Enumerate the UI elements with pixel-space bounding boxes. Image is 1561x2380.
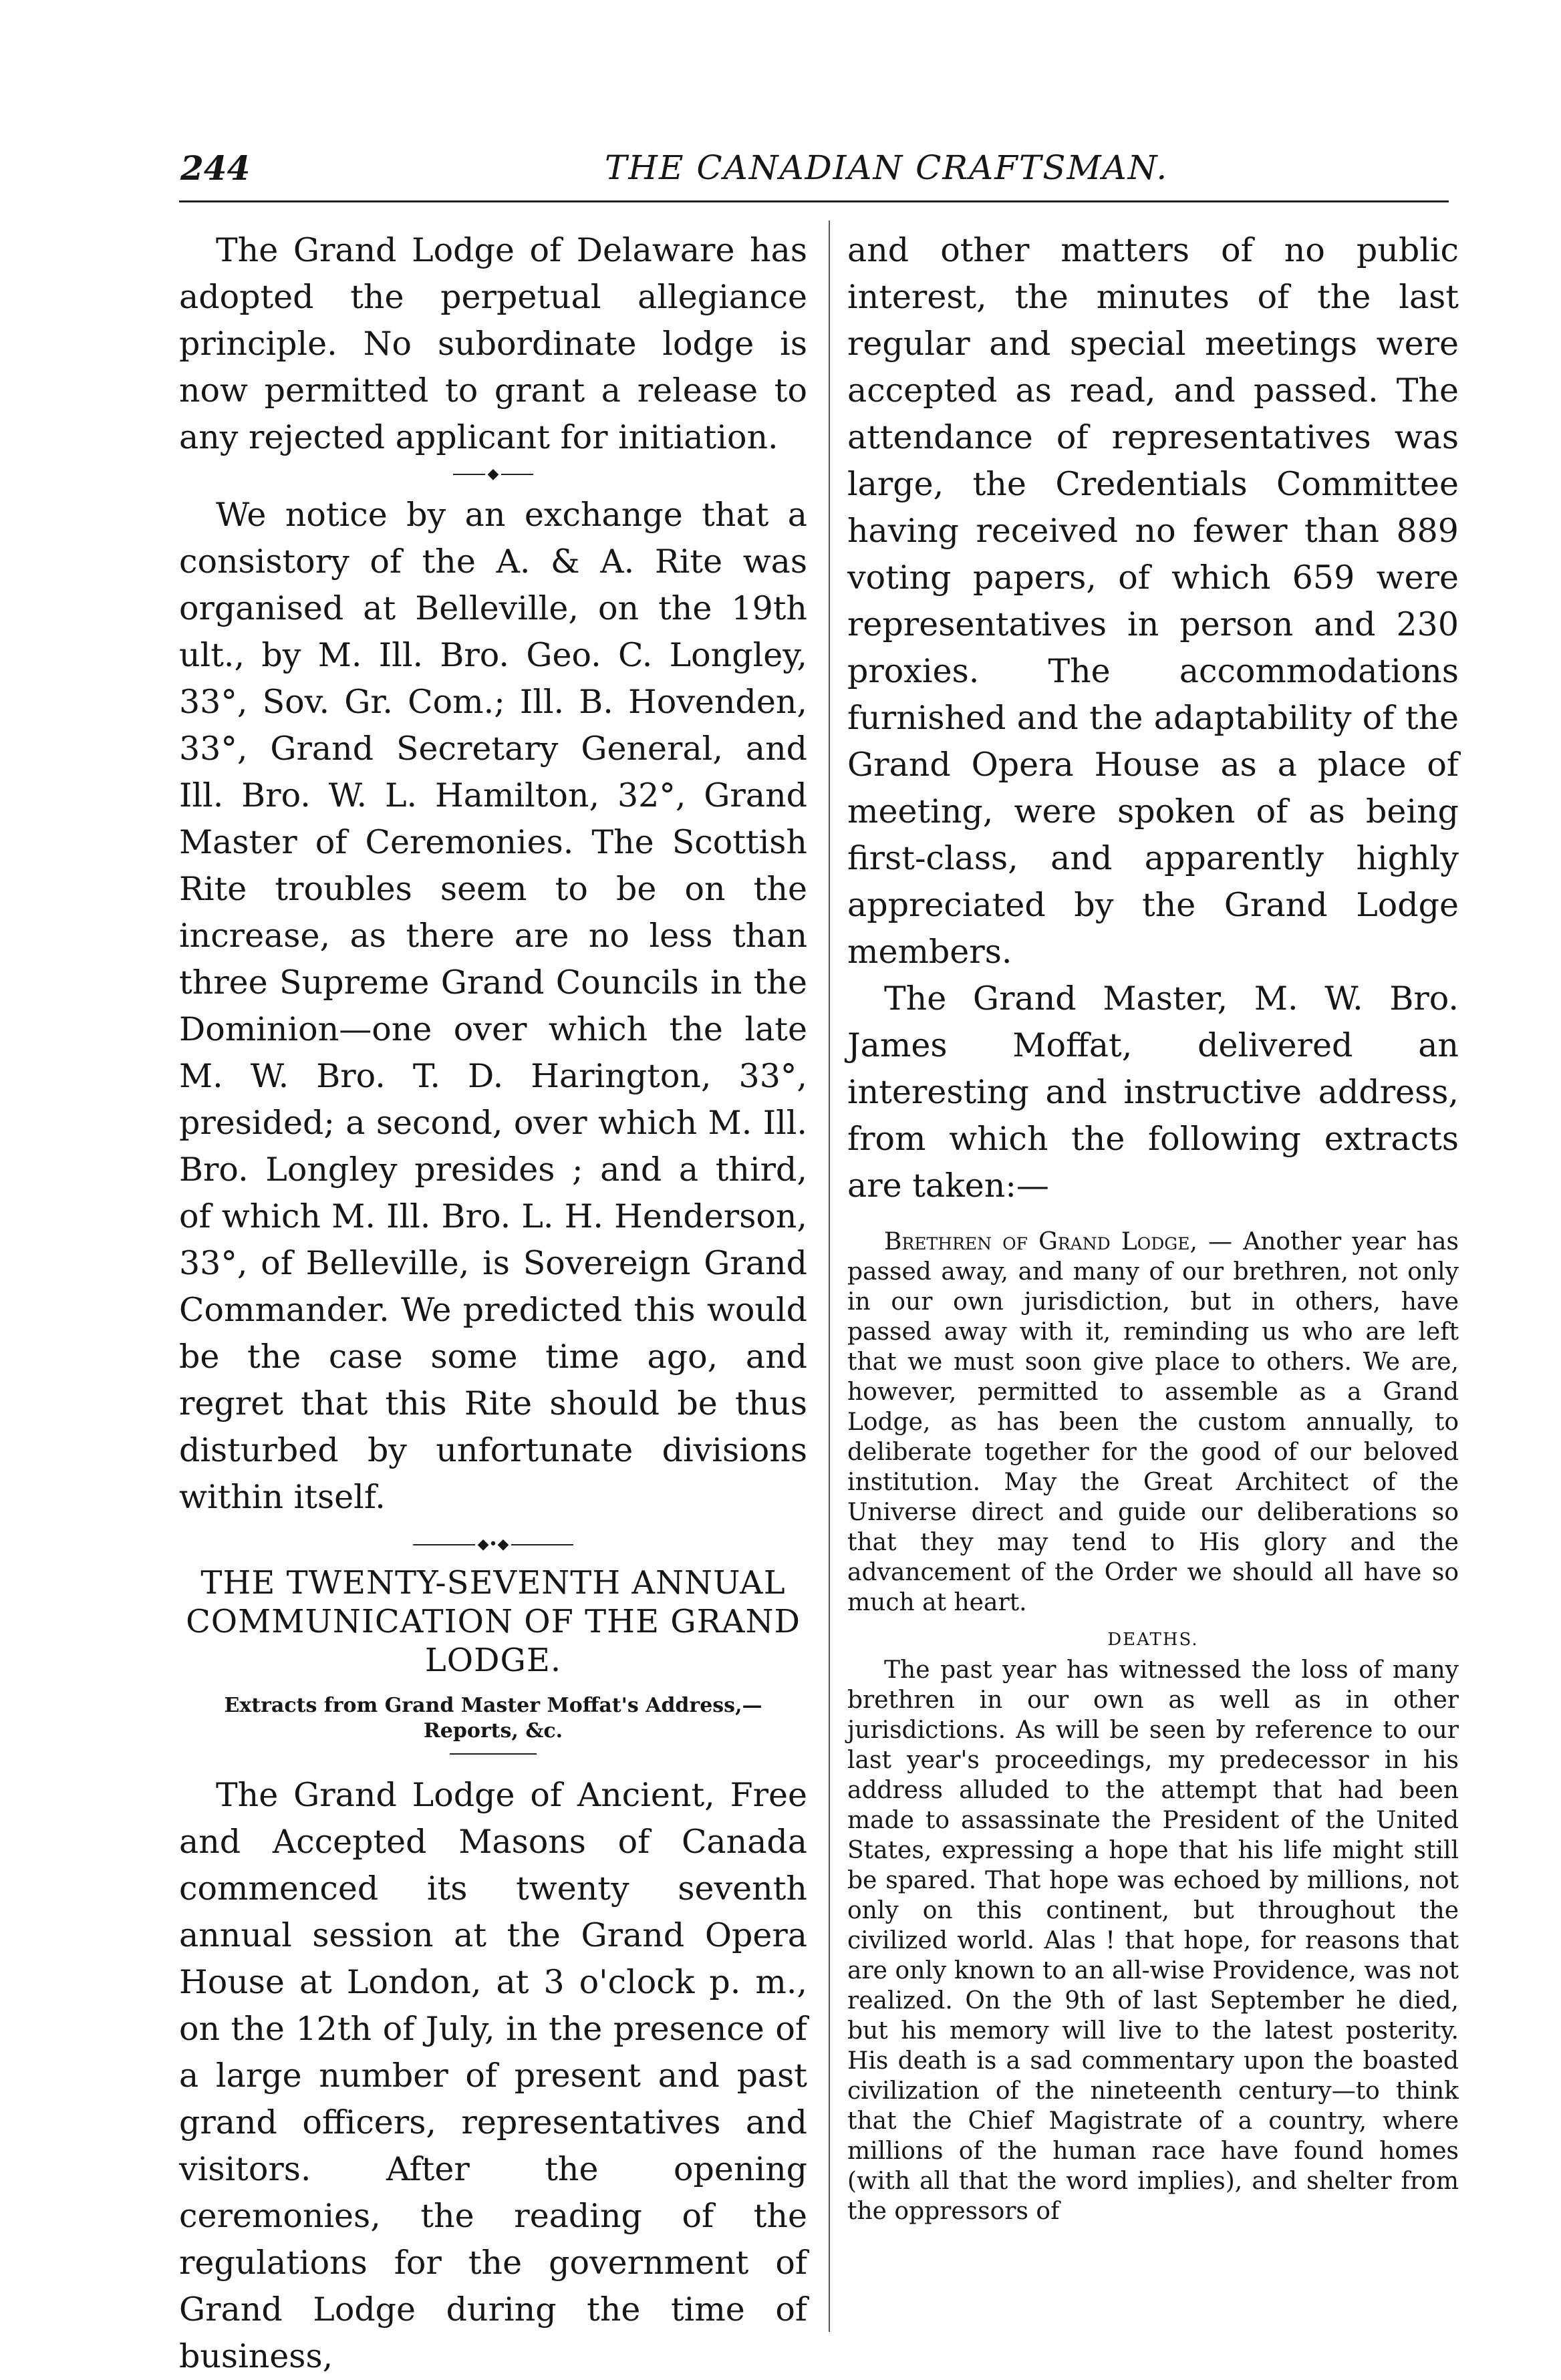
quote-salutation: Brethren of Grand Lodge,	[884, 1228, 1197, 1255]
article-title: THE TWENTY-SEVENTH ANNUAL COMMUNICATION OF THE GRAND LODGE.	[186, 1564, 801, 1679]
paragraph-continued: and other matters of no public interest, the minutes of the last regular and special meetings were accepted as read, and passed. The attendance of representatives was large, the Credentials Committee having received no fewer than 889 voting papers, of which 659 were representatives in person and 230 proxies. The accommodations furnished and the adaptability of the Grand Opera House as a place of meeting, were spoken of as being first-class, and apparently highly appreciated by the Grand Lodge members.	[847, 231, 1459, 971]
separator-ornament: ◆•◆	[413, 1537, 573, 1553]
paragraph-session: The Grand Lodge of Ancient, Free and Accepted Masons of Canada commenced its twenty seventh annual session at the Grand Opera House at London, at 3 o'clock p. m., on the 12th of July, in the presence of a large number of present and past grand officers, representatives and visitors. After the opening ceremonies, the reading of the regulations for the government of Grand Lodge during the time of business,	[179, 1776, 807, 2375]
deaths-heading: DEATHS.	[1107, 1630, 1199, 1650]
separator-ornament: ◆	[453, 466, 533, 482]
paragraph-delaware: The Grand Lodge of Delaware has adopted the perpetual allegiance principle. No subordinate lodge is now permitted to grant a release to any rejected applicant for initiation.	[179, 231, 807, 456]
quote-deaths: The past year has witnessed the loss of many brethren in our own as well as in other jurisdictions. As will be seen by reference to our last year's proceedings, my predecessor in his address alluded to the attempt that had been made to assassinate the President of the United States, expressing a hope that his life might still be spared. That hope was echoed by millions, not only on this continent, but throughout the civilized world. Alas ! that hope, for reasons that are only known to an all-wise Providence, was not realized. On the 9th of last September he died, but his memory will live to the latest posterity. His death is a sad commentary upon the boasted civilization of the nineteenth century—to think that the Chief Magistrate of a country, where millions of the human race have found homes (with all that the word implies), and shelter from the oppressors of	[847, 1656, 1459, 2225]
page-number: 244	[180, 148, 251, 188]
column-divider	[829, 220, 830, 2332]
header-rule	[179, 200, 1449, 202]
article-subtitle: Extracts from Grand Master Moffat's Address,—Reports, &c.	[224, 1694, 762, 1743]
left-column	[179, 227, 807, 2380]
quote-brethren	[847, 1227, 1459, 1618]
right-column	[847, 227, 1459, 2226]
running-title: THE CANADIAN CRAFTSMAN.	[605, 148, 1169, 187]
subtitle-rule	[450, 1753, 537, 1755]
paragraph-grand-master: The Grand Master, M. W. Bro. James Moffat, delivered an interesting and instructive address, from which the following extracts are taken:—	[847, 980, 1459, 1205]
paragraph-consistory: We notice by an exchange that a consistory of the A. & A. Rite was organised at Belleville, on the 19th ult., by M. Ill. Bro. Geo. C. Longley, 33°, Sov. Gr. Com.; Ill. B. Hovenden, 33°, Grand Secretary General, and Ill. Bro. W. L. Hamilton, 32°, Grand Master of Ceremonies. The Scottish Rite troubles seem to be on the increase, as there are no less than three Supreme Grand Councils in the Dominion—one over which the late M. W. Bro. T. D. Harington, 33°, presided; a second, over which M. Ill. Bro. Longley presides ; and a third, of which M. Ill. Bro. L. H. Henderson, 33°, of Belleville, is Sovereign Grand Commander. We predicted this would be the case some time ago, and regret that this Rite should be thus disturbed by unfortunate divisions within itself.	[179, 496, 807, 1516]
quote-brethren-body: — Another year has passed away, and many of our brethren, not only in our own jurisdiction, but in others, have passed away with it, reminding us who are left that we must soon give place to others. We are, however, permitted to assemble as a Grand Lodge, as has been the custom annually, to deliberate together for the good of our beloved institution. May the Great Architect of the Universe direct and guide our deliberations so that they may tend to His glory and the advancement of the Order we should all have so much at heart.	[847, 1228, 1459, 1616]
